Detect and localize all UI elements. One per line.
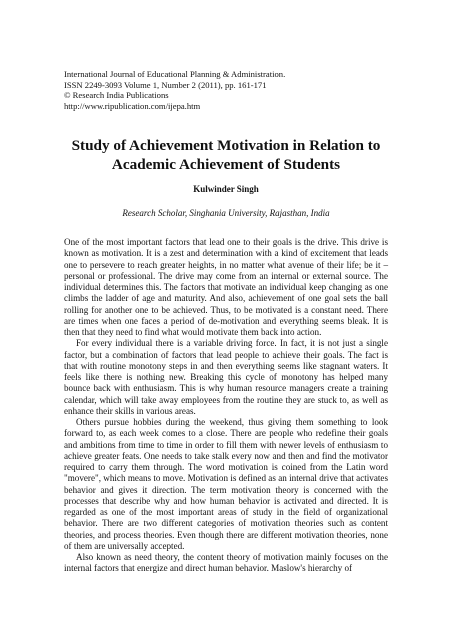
title-line-2: Academic Achievement of Students bbox=[111, 156, 341, 173]
journal-name: International Journal of Educational Planning & Administration. bbox=[64, 69, 286, 79]
title-line-1: Study of Achievement Motivation in Relation to bbox=[71, 137, 381, 154]
paper-title bbox=[40, 136, 412, 174]
journal-header bbox=[64, 69, 394, 111]
body-text bbox=[64, 237, 388, 575]
copyright-line: © Research India Publications bbox=[64, 90, 169, 101]
paragraph-1: One of the most important factors that lead one to their goals is the drive. This drive is known as motivation. It is a zest and determination with a kind of excitement that leads one to persevere to reach greater heights, in no matter what avenue of their life; be it – personal or professional. The drive may come from an internal or external source. The individual determines this. The factors that motivate an individual keep changing as one climbs the ladder of age and maturity. And also, achievement of one goal sets the ball rolling for another one to be achieved. Thus, to be motivated is a constant need. There are times when one faces a period of de-motivation and everything seems bleak. It is then that they need to find what would motivate them back into action. bbox=[64, 237, 388, 337]
paragraph-3: Others pursue hobbies during the weekend, thus giving them something to look forward to, as each week comes to a close. There are people who redefine their goals and ambitions from time to time in order to fill them with newer levels of enthusiasm to achieve greater feats. One needs to take stalk every now and then and find the motivator required to carry them through. The word motivation is coined from the Latin word "movere", which means to move. Motivation is defined as an internal drive that activates behavior and gives it direction. The term motivation theory is concerned with the processes that describe why and how human behavior is activated and directed. It is regarded as one of the most important areas of study in the field of organizational behavior. There are two different categories of motivation theories such as content theories, and process theories. Even though there are different motivation theories, none of them are universally accepted. bbox=[64, 417, 388, 551]
journal-url: http://www.ripublication.com/ijepa.htm bbox=[64, 100, 201, 111]
issn-line: ISSN 2249-3093 Volume 1, Number 2 (2011), pp. 161-171 bbox=[64, 79, 267, 90]
paragraph-4: Also known as need theory, the content theory of motivation mainly focuses on the internal factors that energize and direct human behavior. Maslow's hierarchy of bbox=[64, 552, 388, 574]
author-affiliation: Research Scholar, Singhania University, Rajasthan, India bbox=[122, 208, 330, 218]
author-name: Kulwinder Singh bbox=[193, 184, 259, 194]
paragraph-2: For every individual there is a variable driving force. In fact, it is not just a single factor, but a combination of factors that lead people to achieve their goals. The fact is that with routine monotony steps in and then everything seems like stagnant waters. It feels like there is nothing new. Breaking this cycle of monotony has helped many bounce back with enthusiasm. This is why human resource managers create a training calendar, which will take away employees from the routine they are stuck to, as well as enhance their skills in various areas. bbox=[64, 338, 388, 416]
